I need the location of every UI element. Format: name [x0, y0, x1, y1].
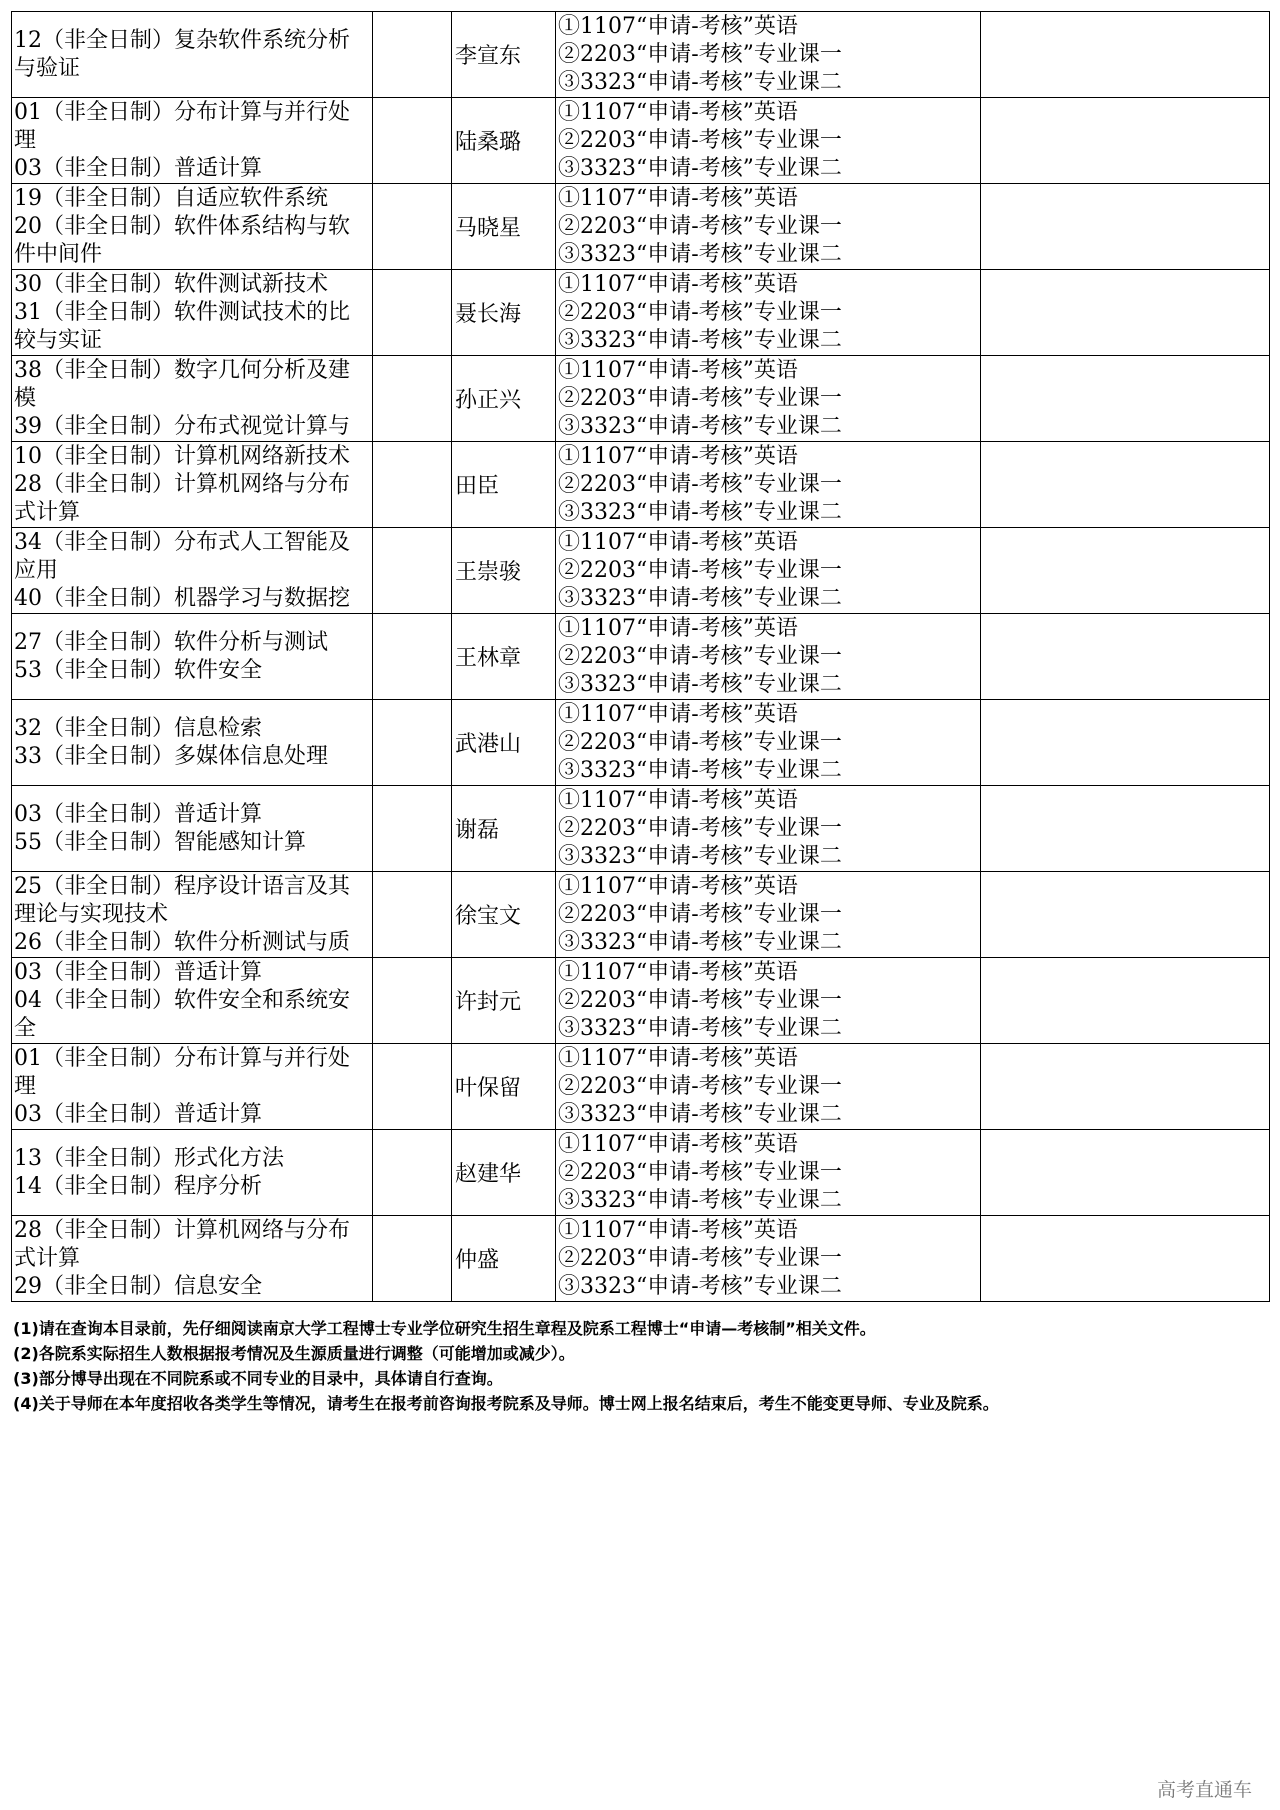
exam-subject: ②2203“申请-考核”专业课一 [558, 557, 842, 583]
direction-line: 理 [14, 127, 37, 153]
exam-subject: ①1107“申请-考核”英语 [558, 271, 798, 297]
exam-subject: ②2203“申请-考核”专业课一 [558, 385, 842, 411]
direction-line: 03（非全日制）普适计算 [14, 1101, 262, 1127]
direction-line: 应用 [14, 557, 59, 583]
exam-subject: ②2203“申请-考核”专业课一 [558, 41, 842, 67]
tutor-cell: 仲盛 [452, 1216, 556, 1302]
direction-cell [12, 442, 373, 528]
exam-subject: ①1107“申请-考核”英语 [558, 529, 798, 555]
exam-cell [556, 1216, 981, 1302]
exam-subject: ①1107“申请-考核”英语 [558, 873, 798, 899]
exam-subject: ③3323“申请-考核”专业课二 [558, 929, 842, 955]
empty-cell [373, 184, 452, 270]
direction-cell [12, 98, 373, 184]
direction-cell [12, 1044, 373, 1130]
empty-cell [373, 270, 452, 356]
watermark: 高考直通车 [1156, 1779, 1252, 1801]
direction-cell [12, 356, 373, 442]
direction-line: 模 [14, 385, 37, 411]
exam-subject: ①1107“申请-考核”英语 [558, 99, 798, 125]
exam-subject: ②2203“申请-考核”专业课一 [558, 471, 842, 497]
direction-line: 13（非全日制）形式化方法 [14, 1145, 284, 1171]
table-row [12, 1216, 1270, 1302]
exam-subject: ②2203“申请-考核”专业课一 [558, 127, 842, 153]
empty-cell [373, 1044, 452, 1130]
direction-line: 39（非全日制）分布式视觉计算与 [14, 413, 350, 439]
direction-line: 34（非全日制）分布式人工智能及 [14, 529, 350, 555]
tutor-cell: 王崇骏 [452, 528, 556, 614]
remarks-cell [981, 872, 1270, 958]
direction-line: 式计算 [14, 499, 81, 525]
exam-subject: ③3323“申请-考核”专业课二 [558, 585, 842, 611]
remarks-cell [981, 1044, 1270, 1130]
exam-subject: ②2203“申请-考核”专业课一 [558, 643, 842, 669]
empty-cell [373, 614, 452, 700]
exam-subject: ①1107“申请-考核”英语 [558, 13, 798, 39]
table-row [12, 98, 1270, 184]
direction-line: 件中间件 [14, 241, 103, 267]
exam-cell [556, 442, 981, 528]
direction-cell [12, 1216, 373, 1302]
exam-subject: ③3323“申请-考核”专业课二 [558, 155, 842, 181]
table-row [12, 786, 1270, 872]
direction-line: 12（非全日制）复杂软件系统分析 [14, 27, 350, 53]
table-row [12, 12, 1270, 98]
exam-subject: ③3323“申请-考核”专业课二 [558, 499, 842, 525]
direction-line: 全 [14, 1015, 37, 1041]
tutor-cell: 陆桑璐 [452, 98, 556, 184]
note-line: (2)各院系实际招生人数根据报考情况及生源质量进行调整（可能增加或减少）。 [13, 1344, 575, 1363]
exam-subject: ①1107“申请-考核”英语 [558, 443, 798, 469]
tutor-cell: 许封元 [452, 958, 556, 1044]
table-row [12, 872, 1270, 958]
remarks-cell [981, 12, 1270, 98]
direction-line: 20（非全日制）软件体系结构与软 [14, 213, 350, 239]
direction-line: 26（非全日制）软件分析测试与质 [14, 929, 350, 955]
table-row [12, 1044, 1270, 1130]
exam-subject: ①1107“申请-考核”英语 [558, 357, 798, 383]
direction-line: 19（非全日制）自适应软件系统 [14, 185, 328, 211]
table-row [12, 958, 1270, 1044]
direction-line: 25（非全日制）程序设计语言及其 [14, 873, 350, 899]
exam-subject: ②2203“申请-考核”专业课一 [558, 729, 842, 755]
direction-line: 10（非全日制）计算机网络新技术 [14, 443, 350, 469]
exam-cell [556, 270, 981, 356]
note-line: (3)部分博导出现在不同院系或不同专业的目录中，具体请自行查询。 [13, 1369, 503, 1388]
exam-subject: ②2203“申请-考核”专业课一 [558, 213, 842, 239]
catalog-body [12, 12, 1270, 1302]
direction-cell [12, 786, 373, 872]
direction-line: 03（非全日制）普适计算 [14, 801, 262, 827]
table-row [12, 270, 1270, 356]
direction-line: 32（非全日制）信息检索 [14, 715, 262, 741]
direction-line: 28（非全日制）计算机网络与分布 [14, 471, 350, 497]
direction-line: 01（非全日制）分布计算与并行处 [14, 1045, 350, 1071]
exam-subject: ②2203“申请-考核”专业课一 [558, 1073, 842, 1099]
direction-cell [12, 700, 373, 786]
direction-line: 与验证 [14, 55, 81, 81]
remarks-cell [981, 356, 1270, 442]
exam-cell [556, 12, 981, 98]
table-row [12, 356, 1270, 442]
exam-subject: ③3323“申请-考核”专业课二 [558, 1101, 842, 1127]
exam-cell [556, 98, 981, 184]
empty-cell [373, 872, 452, 958]
table-row [12, 442, 1270, 528]
direction-line: 27（非全日制）软件分析与测试 [14, 629, 328, 655]
direction-cell [12, 528, 373, 614]
tutor-cell: 聂长海 [452, 270, 556, 356]
exam-subject: ③3323“申请-考核”专业课二 [558, 1187, 842, 1213]
exam-subject: ①1107“申请-考核”英语 [558, 615, 798, 641]
exam-subject: ①1107“申请-考核”英语 [558, 185, 798, 211]
exam-subject: ③3323“申请-考核”专业课二 [558, 1273, 842, 1299]
direction-line: 38（非全日制）数字几何分析及建 [14, 357, 350, 383]
exam-subject: ③3323“申请-考核”专业课二 [558, 69, 842, 95]
exam-subject: ①1107“申请-考核”英语 [558, 1045, 798, 1071]
exam-subject: ③3323“申请-考核”专业课二 [558, 241, 842, 267]
exam-subject: ①1107“申请-考核”英语 [558, 1131, 798, 1157]
direction-line: 理 [14, 1073, 37, 1099]
direction-line: 40（非全日制）机器学习与数据挖 [14, 585, 350, 611]
table-row [12, 614, 1270, 700]
exam-subject: ①1107“申请-考核”英语 [558, 701, 798, 727]
exam-cell [556, 700, 981, 786]
direction-line: 29（非全日制）信息安全 [14, 1273, 262, 1299]
exam-subject: ②2203“申请-考核”专业课一 [558, 1159, 842, 1185]
exam-cell [556, 872, 981, 958]
remarks-cell [981, 1216, 1270, 1302]
empty-cell [373, 442, 452, 528]
direction-cell [12, 12, 373, 98]
direction-line: 式计算 [14, 1245, 81, 1271]
direction-cell [12, 184, 373, 270]
exam-subject: ③3323“申请-考核”专业课二 [558, 671, 842, 697]
exam-subject: ②2203“申请-考核”专业课一 [558, 901, 842, 927]
exam-subject: ②2203“申请-考核”专业课一 [558, 987, 842, 1013]
direction-line: 28（非全日制）计算机网络与分布 [14, 1217, 350, 1243]
remarks-cell [981, 528, 1270, 614]
exam-cell [556, 614, 981, 700]
tutor-cell: 谢磊 [452, 786, 556, 872]
exam-subject: ③3323“申请-考核”专业课二 [558, 757, 842, 783]
direction-cell [12, 958, 373, 1044]
empty-cell [373, 98, 452, 184]
direction-cell [12, 872, 373, 958]
tutor-cell: 王林章 [452, 614, 556, 700]
table-row [12, 700, 1270, 786]
remarks-cell [981, 184, 1270, 270]
tutor-cell: 徐宝文 [452, 872, 556, 958]
table-row [12, 528, 1270, 614]
direction-line: 55（非全日制）智能感知计算 [14, 829, 306, 855]
remarks-cell [981, 700, 1270, 786]
empty-cell [373, 528, 452, 614]
remarks-cell [981, 270, 1270, 356]
exam-subject: ③3323“申请-考核”专业课二 [558, 843, 842, 869]
empty-cell [373, 700, 452, 786]
tutor-cell: 赵建华 [452, 1130, 556, 1216]
tutor-cell: 叶保留 [452, 1044, 556, 1130]
direction-line: 03（非全日制）普适计算 [14, 959, 262, 985]
direction-line: 较与实证 [14, 327, 103, 353]
exam-subject: ①1107“申请-考核”英语 [558, 787, 798, 813]
empty-cell [373, 12, 452, 98]
exam-cell [556, 1130, 981, 1216]
table-row [12, 184, 1270, 270]
exam-subject: ③3323“申请-考核”专业课二 [558, 327, 842, 353]
direction-line: 01（非全日制）分布计算与并行处 [14, 99, 350, 125]
exam-cell [556, 786, 981, 872]
remarks-cell [981, 442, 1270, 528]
exam-cell [556, 356, 981, 442]
remarks-cell [981, 98, 1270, 184]
direction-line: 04（非全日制）软件安全和系统安 [14, 987, 350, 1013]
remarks-cell [981, 786, 1270, 872]
direction-cell [12, 1130, 373, 1216]
direction-line: 14（非全日制）程序分析 [14, 1173, 262, 1199]
direction-line: 33（非全日制）多媒体信息处理 [14, 743, 328, 769]
exam-cell [556, 1044, 981, 1130]
empty-cell [373, 1130, 452, 1216]
remarks-cell [981, 958, 1270, 1044]
exam-subject: ③3323“申请-考核”专业课二 [558, 1015, 842, 1041]
direction-cell [12, 614, 373, 700]
catalog-table [11, 11, 1270, 1302]
exam-cell [556, 958, 981, 1044]
direction-line: 53（非全日制）软件安全 [14, 657, 262, 683]
direction-line: 31（非全日制）软件测试技术的比 [14, 299, 350, 325]
exam-subject: ②2203“申请-考核”专业课一 [558, 815, 842, 841]
direction-line: 30（非全日制）软件测试新技术 [14, 271, 328, 297]
remarks-cell [981, 1130, 1270, 1216]
exam-subject: ①1107“申请-考核”英语 [558, 1217, 798, 1243]
note-line: (1)请在查询本目录前，先仔细阅读南京大学工程博士专业学位研究生招生章程及院系工程博士“申请—考核制”相关文件。 [13, 1319, 876, 1338]
direction-line: 03（非全日制）普适计算 [14, 155, 262, 181]
exam-subject: ②2203“申请-考核”专业课一 [558, 299, 842, 325]
exam-cell [556, 184, 981, 270]
tutor-cell: 孙正兴 [452, 356, 556, 442]
tutor-cell: 李宣东 [452, 12, 556, 98]
tutor-cell: 田臣 [452, 442, 556, 528]
tutor-cell: 马晓星 [452, 184, 556, 270]
empty-cell [373, 1216, 452, 1302]
empty-cell [373, 958, 452, 1044]
exam-subject: ①1107“申请-考核”英语 [558, 959, 798, 985]
tutor-cell: 武港山 [452, 700, 556, 786]
notes-section [13, 1316, 1269, 1416]
empty-cell [373, 786, 452, 872]
table-row [12, 1130, 1270, 1216]
direction-cell [12, 270, 373, 356]
exam-subject: ③3323“申请-考核”专业课二 [558, 413, 842, 439]
exam-subject: ②2203“申请-考核”专业课一 [558, 1245, 842, 1271]
remarks-cell [981, 614, 1270, 700]
exam-cell [556, 528, 981, 614]
direction-line: 理论与实现技术 [14, 901, 169, 927]
empty-cell [373, 356, 452, 442]
note-line: (4)关于导师在本年度招收各类学生等情况，请考生在报考前咨询报考院系及导师。博士网上报名结束后，考生不能变更导师、专业及院系。 [13, 1394, 999, 1413]
